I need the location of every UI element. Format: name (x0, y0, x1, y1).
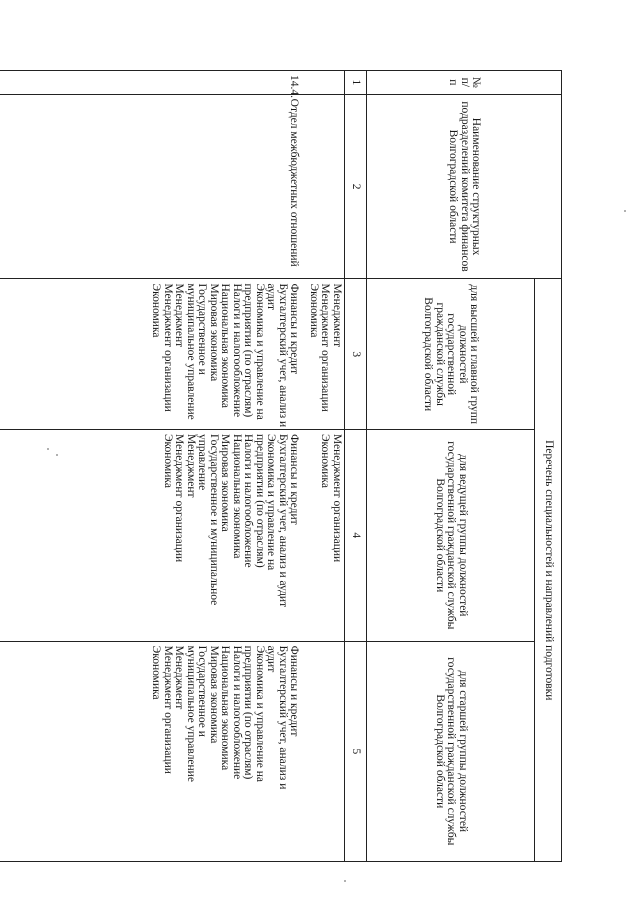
specialty-line: Экономика (319, 433, 332, 488)
scan-speck (47, 448, 49, 450)
specialty-line: Финансы и кредит (288, 433, 301, 525)
specialty-line: аудит (265, 645, 278, 673)
specialty-line: аудит (265, 283, 278, 311)
specialty-line: Менеджмент организации (162, 283, 174, 412)
column-number: 2 (345, 94, 367, 279)
column-number: 5 (345, 641, 367, 861)
rotated-page-content (37, 42, 562, 862)
specialty-line: Налоги и налогообложение (242, 433, 255, 568)
column-number: 4 (345, 429, 367, 641)
specialty-line: Менеджмент организации (173, 433, 186, 563)
scan-speck (56, 454, 58, 456)
specialties-table (0, 70, 562, 862)
specialty-line: Менеджмент (173, 645, 186, 710)
specialty-line: Финансы и кредит (288, 645, 301, 737)
specialty-line: Государственное и (196, 645, 209, 737)
specialty-list-col3 (0, 279, 306, 429)
specialty-line: Государственное и муниципальное (208, 433, 220, 606)
specialty-list-col3 (306, 279, 345, 429)
row-number (306, 71, 345, 95)
specialty-line: Бухгалтерский учет, анализ и аудит (277, 433, 289, 608)
specialty-list-col4 (0, 429, 306, 641)
specialty-line: предприятии (по отраслям) (242, 645, 255, 780)
specialty-line: управление (196, 433, 209, 491)
column-number: 3 (345, 279, 367, 429)
scan-speck (624, 210, 626, 212)
column-number: 1 (345, 71, 367, 95)
specialty-line: Государственное и (196, 283, 209, 375)
specialty-line: Менеджмент (185, 433, 197, 498)
specialty-line: Бухгалтерский учет, анализ и (277, 645, 289, 790)
specialty-line: Финансы и кредит (288, 283, 301, 375)
column-number-row (345, 71, 367, 862)
specialty-line: Налоги и налогообложение (231, 283, 243, 418)
header-senior-group: для высшей и главной групп должностей государственной гражданской службы Волгоградской области (367, 279, 535, 429)
specialty-list-col5 (0, 641, 306, 861)
specialty-line: Налоги и налогообложение (231, 645, 243, 780)
specialty-line: Мировая экономика (219, 433, 232, 532)
header-number: № п/п (367, 71, 562, 95)
specialty-line: Экономика (308, 283, 320, 338)
specialty-line: Менеджмент организации (331, 433, 343, 563)
department-name: Отдел межбюджетных отношений (0, 94, 306, 279)
specialty-line: Мировая экономика (208, 283, 220, 382)
header-older-group: для старшей группы должностей государственной гражданской службы Волгоградской области (367, 641, 535, 861)
specialty-line: Экономика и управление на (254, 645, 266, 782)
specialty-line: Экономика (150, 283, 163, 338)
specialty-line: Менеджмент организации (319, 283, 332, 412)
specialty-line: Менеджмент (173, 283, 186, 348)
specialty-list-col5 (306, 641, 345, 861)
specialty-line: Экономика (162, 433, 174, 488)
specialty-line: Бухгалтерский учет, анализ и (277, 283, 289, 428)
specialty-line: Национальная экономика (231, 433, 243, 559)
specialty-line: Мировая экономика (208, 645, 220, 744)
table-row (0, 71, 306, 862)
specialty-line: Менеджмент организации (162, 645, 174, 774)
specialty-line: Экономика и управление на (265, 433, 278, 571)
table-row (306, 71, 345, 862)
department-name (306, 94, 345, 279)
specialty-line: Экономика и управление на (254, 283, 266, 420)
specialty-list-col4 (306, 429, 345, 641)
specialty-line: муниципальное управление (185, 645, 197, 782)
row-number: 14.4. (0, 71, 306, 95)
specialty-line: предприятии (по отраслям) (242, 283, 255, 418)
scan-speck (344, 880, 346, 882)
header-specialties-group: Перечень специальностей и направлений подготовки (535, 279, 562, 862)
specialty-line: Экономика (150, 645, 163, 700)
specialty-line: муниципальное управление (185, 283, 197, 420)
specialty-line: предприятии (по отраслям) (254, 433, 266, 568)
specialty-line: Менеджмент (331, 283, 343, 348)
specialty-line: Национальная экономика (219, 645, 232, 771)
header-department: Наименование структурных подразделений комитета финансов Волгоградской области (367, 94, 562, 279)
specialty-line: Национальная экономика (219, 283, 232, 409)
header-leading-group: для ведущей группы должностей государственной гражданской службы Волгоградской области (367, 429, 535, 641)
